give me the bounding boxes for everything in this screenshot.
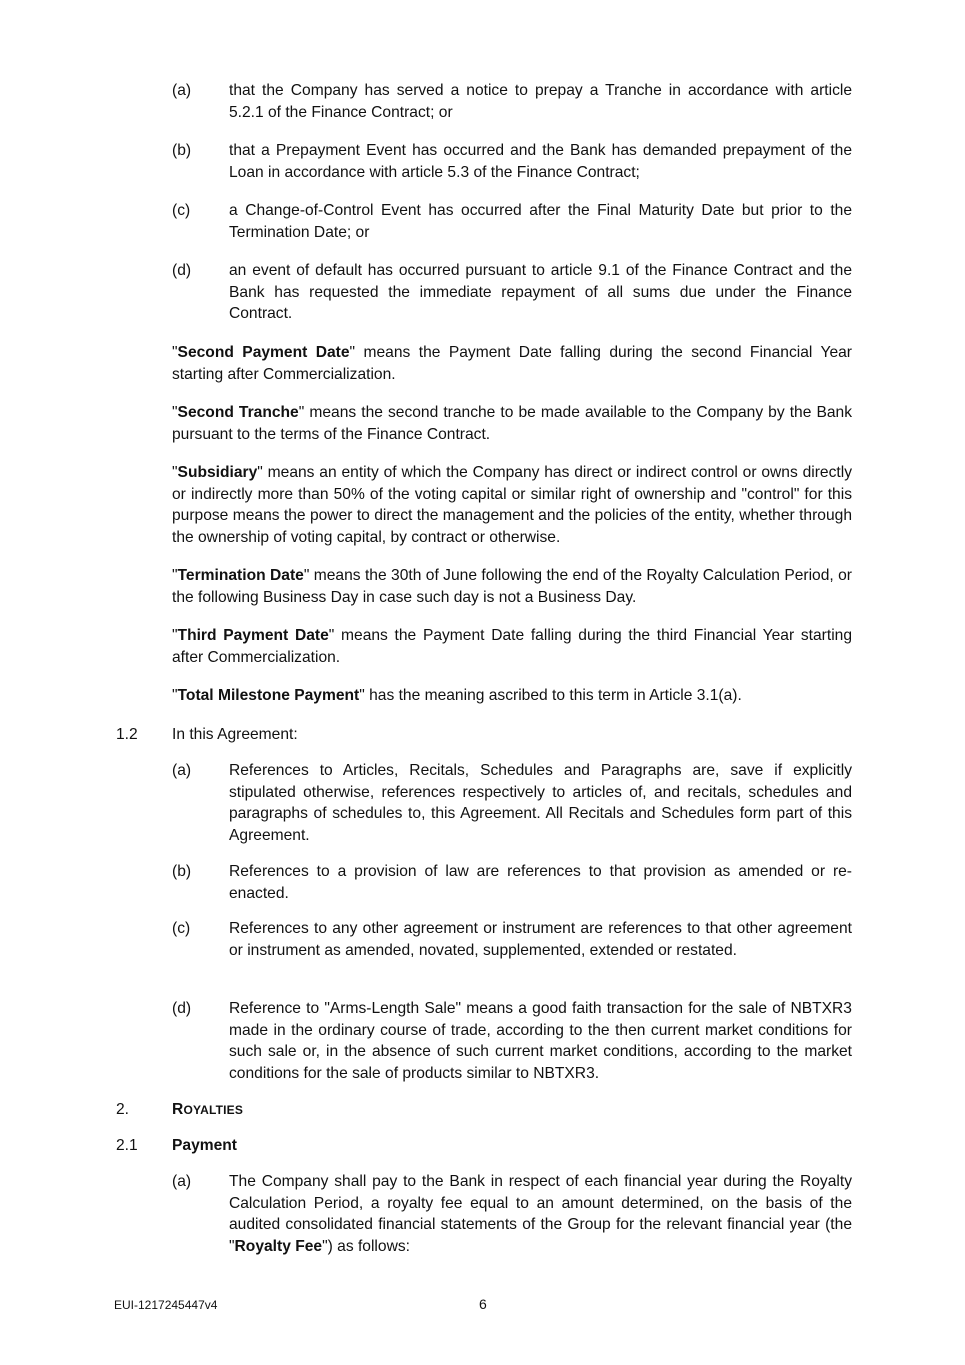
list-item-label: (a) <box>172 762 192 779</box>
section-heading-rest: OYALTIES <box>183 1103 244 1117</box>
list-item-text: an event of default has occurred pursuant to article 9.1 of the Finance Contract and the Bank has requested the immediate repayment of all sums due under the Finance Contract. <box>229 262 852 323</box>
definition-term: Total Milestone Payment <box>177 687 360 704</box>
list-item-label: (c) <box>172 202 191 219</box>
definition: "Third Payment Date" means the Payment Date falling during the third Financial Year starting after Commercialization. <box>172 627 853 666</box>
definition-term: Second Payment Date <box>177 344 350 361</box>
definition: "Second Tranche" means the second tranche to be made available to the Company by the Bank pursuant to the terms of the Finance Contract. <box>172 404 853 443</box>
definition: "Subsidiary" means an entity of which the Company has direct or indirect control or owns directly or indirectly more than 50% of the voting capital or similar right of ownership and "control" for this purpose means the power to direct the management and the policies of the entity, whether through the ownership of voting capital, by contract or otherwise. <box>172 464 852 546</box>
section-heading-initial: R <box>172 1101 184 1118</box>
definition-term: Subsidiary <box>177 464 258 481</box>
section-number: 2. <box>116 1101 130 1118</box>
section-number: 2.1 <box>116 1137 138 1154</box>
section-number: 1.2 <box>116 726 138 743</box>
list-item-text: a Change-of-Control Event has occurred after the Final Maturity Date but prior to the Termination Date; or <box>229 202 852 241</box>
list-item-text <box>229 1171 852 1257</box>
section-heading: Payment <box>172 1137 238 1154</box>
list-item-label: (a) <box>172 82 192 99</box>
defined-term: Royalty Fee <box>234 1237 323 1255</box>
list-item-label: (a) <box>172 1173 192 1190</box>
section-heading <box>172 1099 243 1122</box>
definition-text: means the Payment Date falling during the third Financial Year starting after Commercialization. <box>172 627 853 666</box>
page-number: 6 <box>479 1296 487 1312</box>
list-item-text: Reference to "Arms-Length Sale" means a good faith transaction for the sale of NBTXR3 made in the ordinary course of trade, according to the then current market conditions for such sale or, in the absence of such current market conditions, according to the market conditions for the sale of products similar to NBTXR3. <box>229 1000 852 1082</box>
definition-text: has the meaning ascribed to this term in Article 3.1(a). <box>364 687 742 704</box>
definition-text: means an entity of which the Company has direct or indirect control or owns directly or indirectly more than 50% of the voting capital or similar right of ownership and "control" for this purpose means the power to direct the management and the policies of the entity, whether through the ownership of voting capital, by contract or otherwise. <box>172 464 852 546</box>
definition-text: means the 30th of June following the end of the Royalty Calculation Period, or the following Business Day in case such day is not a Business Day. <box>172 567 852 606</box>
definition-term: Second Tranche <box>177 404 299 421</box>
document-reference: EUI-1217245447v4 <box>114 1298 218 1312</box>
definition-text: means the Payment Date falling during the second Financial Year starting after Commercialization. <box>172 344 852 383</box>
definition-text: means the second tranche to be made available to the Company by the Bank pursuant to the terms of the Finance Contract. <box>172 404 853 443</box>
list-item-label: (d) <box>172 1000 192 1017</box>
list-item-label: (b) <box>172 142 192 159</box>
list-item-text-part: ") as follows: <box>322 1237 410 1255</box>
list-item-text: that the Company has served a notice to prepay a Tranche in accordance with article 5.2.1 of the Finance Contract; or <box>229 82 852 121</box>
list-item-text: References to any other agreement or instrument are references to that other agreement or instrument as amended, novated, supplemented, extended or restated. <box>229 920 852 959</box>
list-item-text: that a Prepayment Event has occurred and the Bank has demanded prepayment of the Loan in accordance with article 5.3 of the Finance Contract; <box>229 142 852 181</box>
definition: "Total Milestone Payment" has the meaning ascribed to this term in Article 3.1(a). <box>172 687 742 704</box>
definition: "Termination Date" means the 30th of June following the end of the Royalty Calculation Period, or the following Business Day in case such day is not a Business Day. <box>172 567 852 606</box>
list-item-label: (d) <box>172 262 192 279</box>
section-intro: In this Agreement: <box>172 726 298 743</box>
list-item-label: (b) <box>172 863 192 880</box>
definition-term: Termination Date <box>177 567 304 584</box>
definition-term: Third Payment Date <box>177 627 329 644</box>
list-item-text-part: The Company shall pay to the Bank in respect of each financial year during the Royalty Calculation Period, a royalty fee equal to an amount determined, on the basis of the audited consolidated financial statements of the Group for the relevant financial year (the " <box>229 1173 852 1255</box>
list-item-text: References to a provision of law are references to that provision as amended or re-enacted. <box>229 863 852 902</box>
definition: "Second Payment Date" means the Payment Date falling during the second Financial Year starting after Commercialization. <box>172 344 852 383</box>
list-item-text: References to Articles, Recitals, Schedules and Paragraphs are, save if explicitly stipulated otherwise, references respectively to articles of, and recitals, schedules and paragraphs of schedules to, this Agreement. All Recitals and Schedules form part of this Agreement. <box>229 762 852 844</box>
list-item-label: (c) <box>172 920 191 937</box>
